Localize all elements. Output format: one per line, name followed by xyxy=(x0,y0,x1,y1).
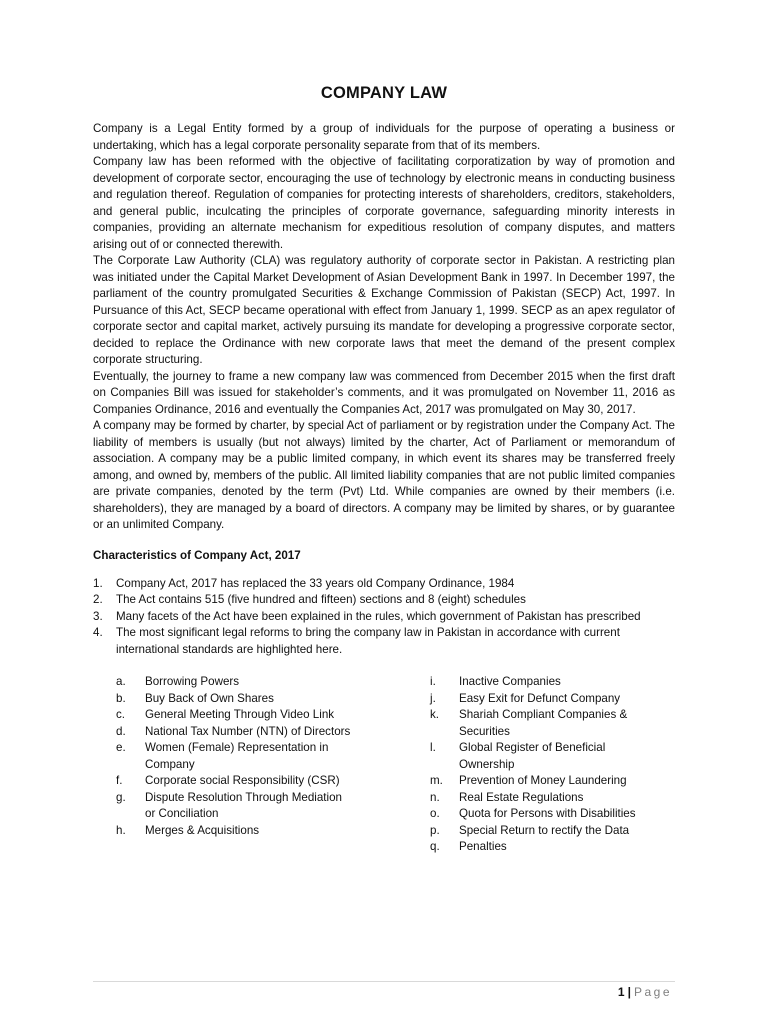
list-item xyxy=(116,724,355,741)
list-number: 3. xyxy=(93,609,103,623)
list-letter: a. xyxy=(116,675,126,688)
list-item-text: Shariah Compliant Companies & Securities xyxy=(459,708,628,738)
list-number: 1. xyxy=(93,576,103,590)
list-item-text: Quota for Persons with Disabilities xyxy=(459,807,636,820)
list-letter: p. xyxy=(430,823,440,837)
list-item-text: Special Return to rectify the Data xyxy=(459,823,630,837)
list-letter: e. xyxy=(116,741,126,754)
list-item xyxy=(116,691,355,708)
list-item-text: Global Register of Beneficial Ownership xyxy=(459,741,606,771)
list-letter: q. xyxy=(430,840,440,853)
list-item xyxy=(430,773,659,790)
list-letter: d. xyxy=(116,724,126,738)
list-letter: c. xyxy=(116,708,126,721)
list-item-text: The Act contains 515 (five hundred and fifteen) sections and 8 (eight) schedules xyxy=(116,593,526,606)
list-item xyxy=(116,823,355,840)
footer-divider xyxy=(93,981,675,982)
list-item-text: Many facets of the Act have been explained in the rules, which government of Pakistan has prescribed xyxy=(116,609,641,623)
list-item-text: Prevention of Money Laundering xyxy=(459,774,627,787)
list-number: 2. xyxy=(93,593,103,606)
reforms-list xyxy=(93,674,675,856)
list-item-text: National Tax Number (NTN) of Directors xyxy=(145,724,351,738)
paragraph: A company may be formed by charter, by special Act of parliament or by registration under the Company Act. The liability of members is usually (but not always) limited by the charter, Act of Parliament or memorandum of association. A company may be a public limited company, in which event its shares may be transferred freely among, and owned by, members of the public. All limited liability companies that are not public limited companies are private companies, denoted by the term (Pvt) Ltd. While companies are owned by their members (i.e. shareholders), they are managed by a board of directors. A company may be limited by shares, or by guarantee or an unlimited Company. xyxy=(93,419,675,531)
paragraph: Company is a Legal Entity formed by a group of individuals for the purpose of operating a business or undertaking, which has a legal corporate personality separate from that of its members. xyxy=(93,122,675,152)
list-number: 4. xyxy=(93,626,103,639)
paragraph: Company law has been reformed with the objective of facilitating corporatization by way of promotion and development of corporate sector, encouraging the use of technology by electronic means in conducting business and regulation thereof. Regulation of companies for protecting interests of shareholders, creditors, stakeholders, and general public, inculcating the principles of corporate governance, safeguarding minority interests in companies, providing an alternate mechanism for expeditious resolution of company disputes, and matters arising out of or connected therewith. xyxy=(93,155,675,251)
list-item-text: Penalties xyxy=(459,840,507,853)
reforms-column-right xyxy=(430,674,660,856)
list-item-text: Borrowing Powers xyxy=(145,675,240,688)
list-item-text: Women (Female) Representation in Company xyxy=(145,741,329,771)
list-letter: g. xyxy=(116,790,126,804)
list-item-text: Company Act, 2017 has replaced the 33 years old Company Ordinance, 1984 xyxy=(116,576,515,590)
list-letter: o. xyxy=(430,807,440,820)
list-letter: i. xyxy=(430,675,436,688)
list-item xyxy=(116,707,355,724)
list-item xyxy=(116,674,355,691)
list-letter: j. xyxy=(430,691,436,705)
characteristics-list xyxy=(93,576,675,659)
page-title: COMPANY LAW xyxy=(320,84,448,102)
list-item-text: Easy Exit for Defunct Company xyxy=(459,691,621,705)
reforms-column-left xyxy=(116,674,430,856)
list-item xyxy=(116,740,355,773)
paragraph: Eventually, the journey to frame a new company law was commenced from December 2015 when the first draft on Companies Bill was issued for stakeholder’s comments, and it was promulgated on November 11, 2016 as Companies Ordinance, 2016 and eventually the Companies Act, 2017 was promulgated on May 30, 2017. xyxy=(93,369,675,416)
list-item xyxy=(116,773,355,790)
list-item-text: Inactive Companies xyxy=(459,675,561,688)
list-letter: h. xyxy=(116,823,126,837)
section-heading: Characteristics of Company Act, 2017 xyxy=(93,548,301,562)
list-item-text: Corporate social Responsibility (CSR) xyxy=(145,774,340,787)
page-label: Page xyxy=(633,985,672,999)
list-item xyxy=(430,823,659,840)
footer-separator: | xyxy=(627,985,631,999)
page-footer xyxy=(618,985,672,999)
list-item-text: Buy Back of Own Shares xyxy=(145,691,274,705)
list-letter: l. xyxy=(430,741,436,754)
list-letter: m. xyxy=(430,774,443,787)
list-item-text: The most significant legal reforms to bring the company law in Pakistan in accordance with current international standards are highlighted here. xyxy=(116,626,620,656)
list-item xyxy=(430,674,659,691)
list-item xyxy=(430,691,659,708)
paragraph: The Corporate Law Authority (CLA) was regulatory authority of corporate sector in Pakistan. A restricting plan was initiated under the Capital Market Development of Asian Development Bank in 1997. In December 1997, the parliament of the country promulgated Securities & Exchange Commission of Pakistan (SECP) Act, 1997. In Pursuance of this Act, SECP became operational with effect from January 1, 1999. SECP as an apex regulator of corporate sector and capital market, actively pursuing its mandate for developing a progressive corporate sector, decided to replace the Ordinance with new corporate laws that meet the demand of the present complex corporate structuring. xyxy=(93,254,675,366)
list-item xyxy=(430,839,659,856)
list-item xyxy=(430,740,659,773)
list-item-text: Dispute Resolution Through Mediation or Conciliation xyxy=(145,790,342,820)
list-item-text: Real Estate Regulations xyxy=(459,790,584,804)
list-letter: k. xyxy=(430,708,440,721)
list-item xyxy=(93,592,675,609)
list-letter: b. xyxy=(116,691,126,705)
list-item xyxy=(430,790,659,807)
list-item xyxy=(93,609,675,626)
list-letter: f. xyxy=(116,774,123,787)
list-letter: n. xyxy=(430,790,440,804)
list-item xyxy=(430,707,659,740)
document-page xyxy=(93,84,675,856)
list-item-text: General Meeting Through Video Link xyxy=(145,708,335,721)
list-item xyxy=(430,806,659,823)
list-item xyxy=(93,576,675,593)
list-item xyxy=(93,625,675,658)
page-number: 1 xyxy=(617,985,625,999)
list-item-text: Merges & Acquisitions xyxy=(145,823,260,837)
list-item xyxy=(116,790,355,823)
